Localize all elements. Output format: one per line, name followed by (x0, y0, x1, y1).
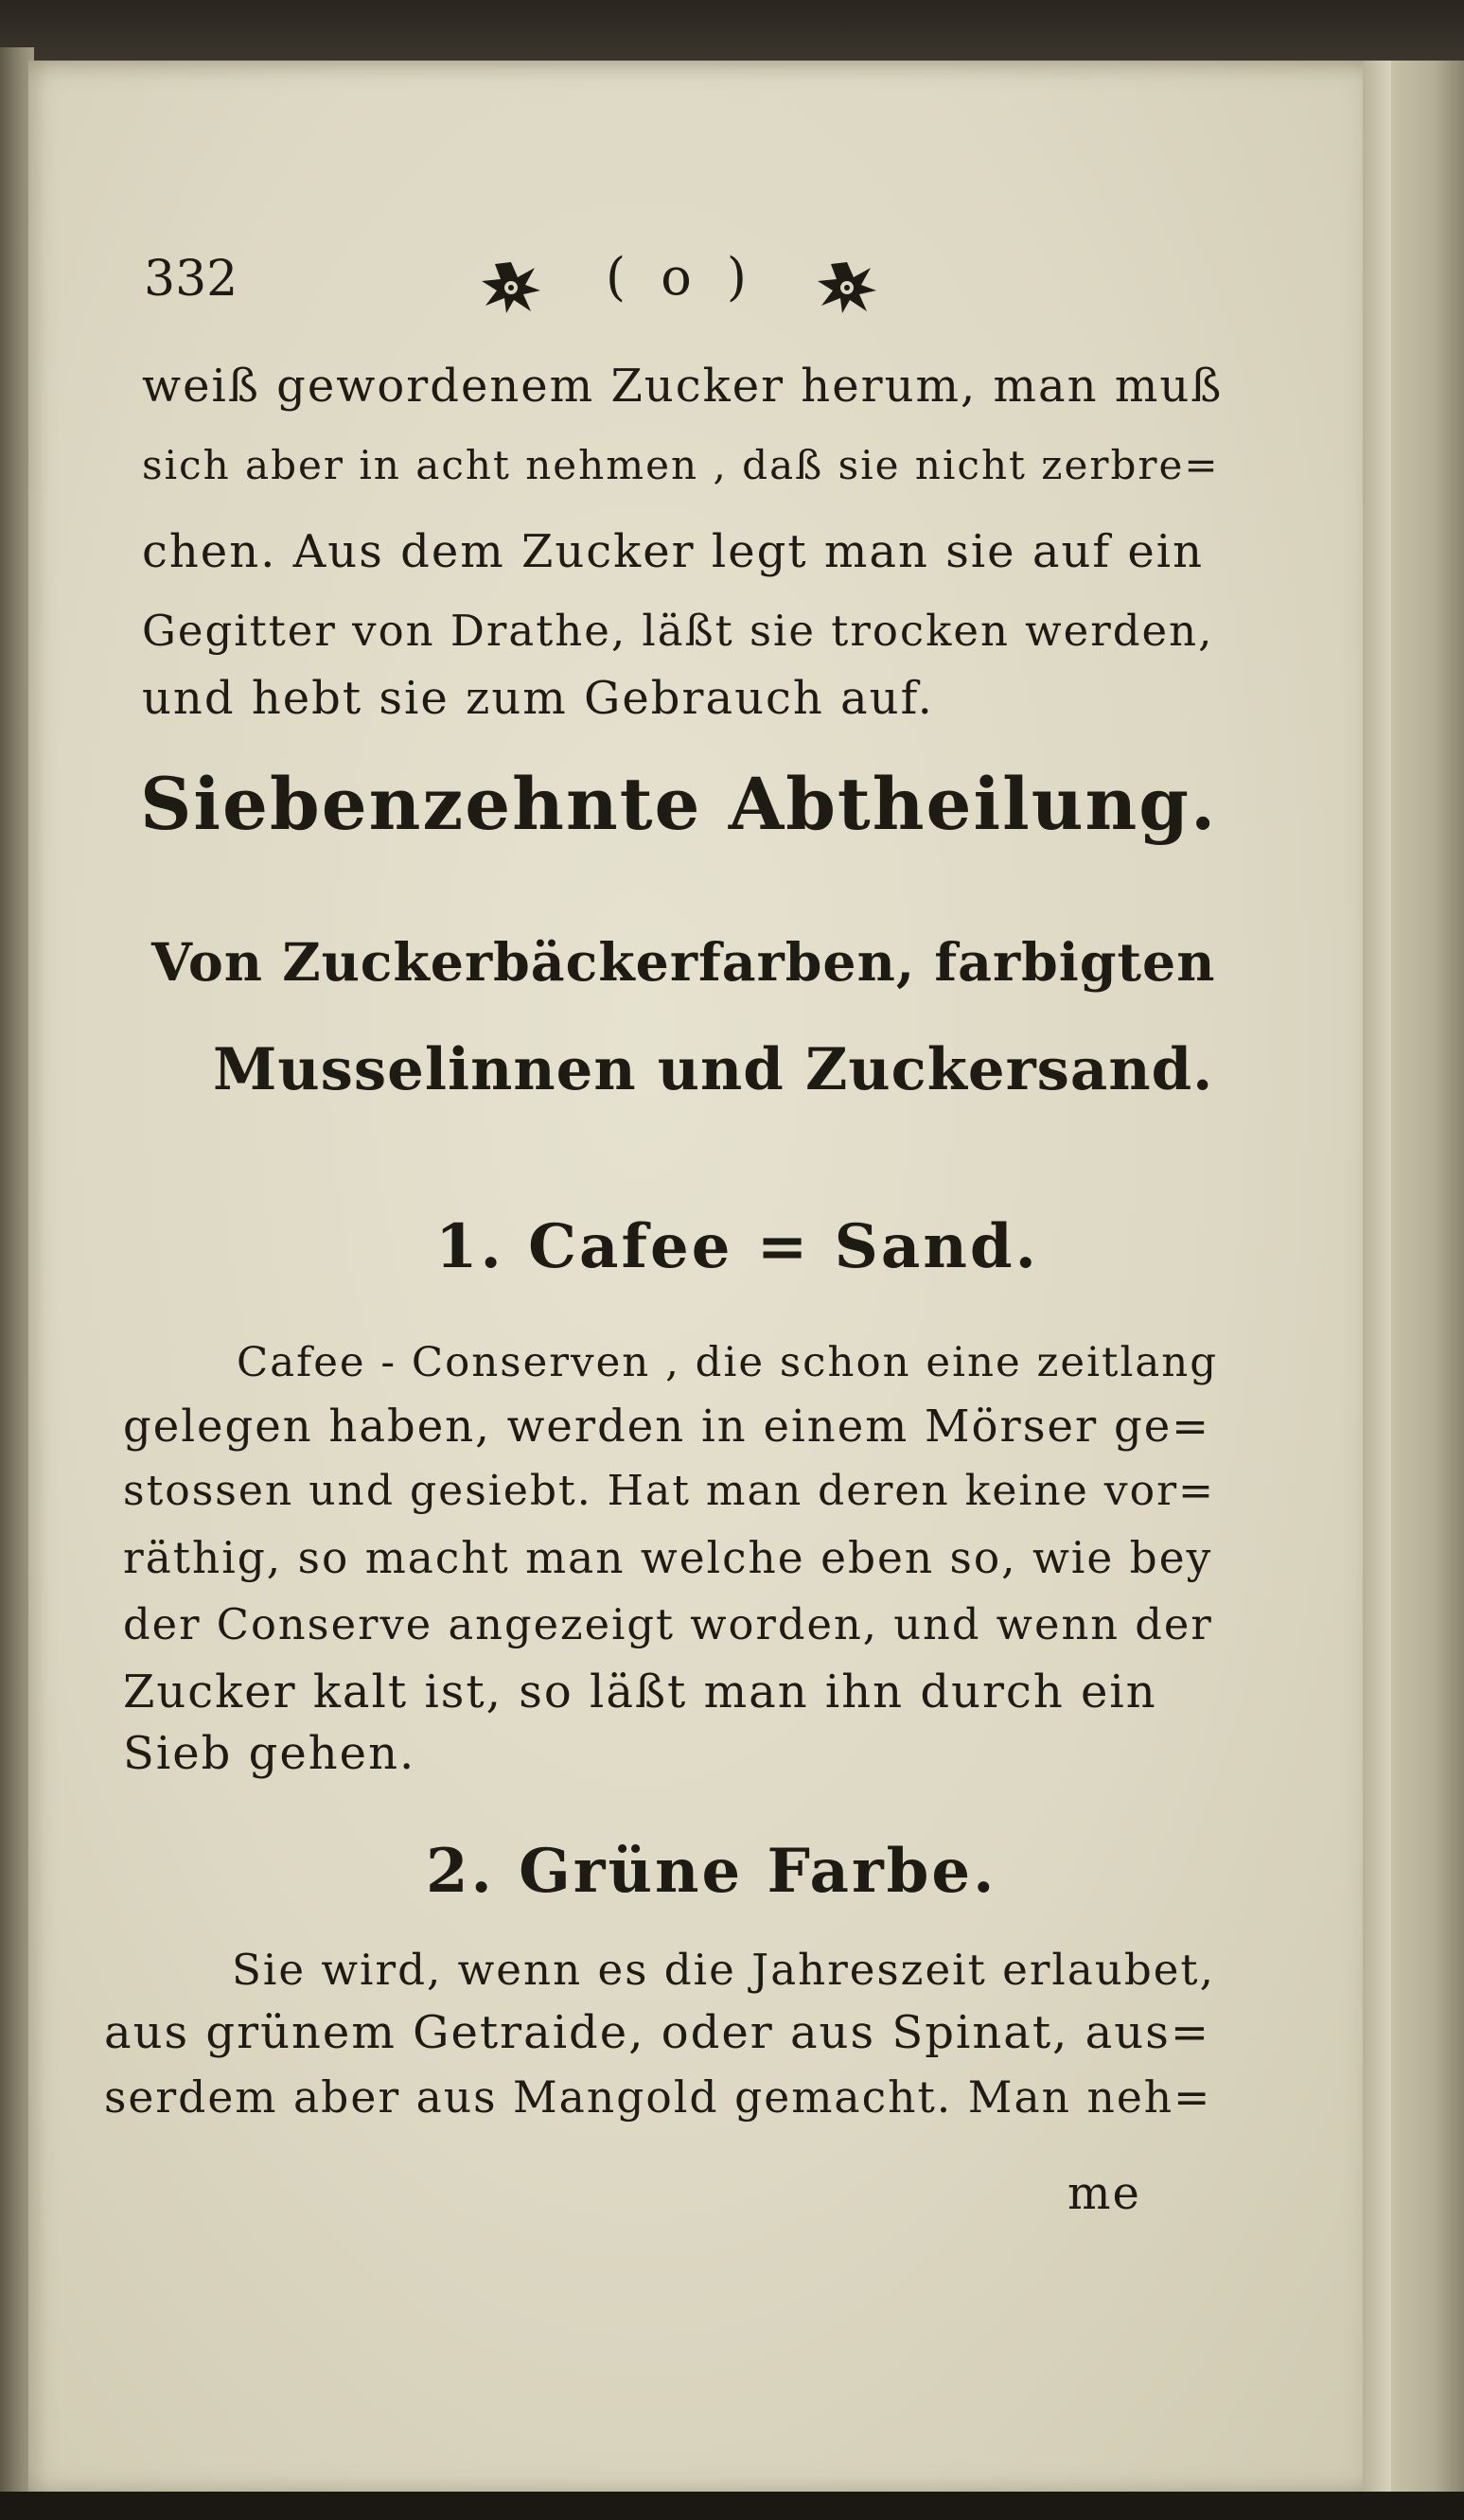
running-header (0, 247, 1464, 317)
text-line: weiß gewordenem Zucker herum, man muß (142, 360, 1224, 413)
text-line: der Conserve angezeigt worden, und wenn der (123, 1599, 1213, 1649)
bottom-scan-edge (0, 2492, 1464, 2520)
section-heading: 2. Grüne Farbe. (426, 1836, 997, 1907)
header-mark: ( o ) (606, 247, 756, 307)
page-number: 332 (144, 251, 238, 308)
fleuron-ornament-icon (814, 258, 880, 317)
text-line: gelegen haben, werden in einem Mörser ge= (123, 1401, 1211, 1452)
next-page-strip (1391, 61, 1464, 2497)
text-line: Sieb gehen. (123, 1727, 416, 1780)
text-line: sich aber in acht nehmen , daß sie nicht zerbre= (142, 442, 1220, 488)
text-line: stossen und gesiebt. Hat man deren keine vor= (123, 1467, 1215, 1515)
text-line: chen. Aus dem Zucker legt man sie auf ein (142, 525, 1205, 578)
text-line: räthig, so macht man welche eben so, wie bey (123, 1533, 1213, 1583)
text-line: und hebt sie zum Gebrauch auf. (142, 672, 934, 725)
text-line: Zucker kalt ist, so läßt man ihn durch ein (123, 1665, 1157, 1718)
text-line: Cafee - Conserven , die schon eine zeitlang (237, 1339, 1219, 1386)
section-heading: 1. Cafee = Sand. (435, 1211, 1039, 1282)
text-line: aus grünem Getraide, oder aus Spinat, aus= (104, 2006, 1211, 2059)
text-line: serdem aber aus Mangold gemacht. Man neh= (104, 2072, 1212, 2123)
top-scan-edge (0, 0, 1464, 61)
catchword: me (1067, 2167, 1141, 2220)
chapter-title: Siebenzehnte Abtheilung. (140, 762, 1218, 846)
text-line: Gegitter von Drathe, läßt sie trocken werden, (142, 606, 1214, 656)
fleuron-ornament-icon (478, 258, 544, 317)
chapter-subtitle-line: Musselinnen und Zuckersand. (213, 1036, 1214, 1103)
chapter-subtitle-line: Von Zuckerbäckerfarben, farbigten (151, 932, 1216, 994)
text-line: Sie wird, wenn es die Jahreszeit erlaubet, (232, 1945, 1215, 1995)
